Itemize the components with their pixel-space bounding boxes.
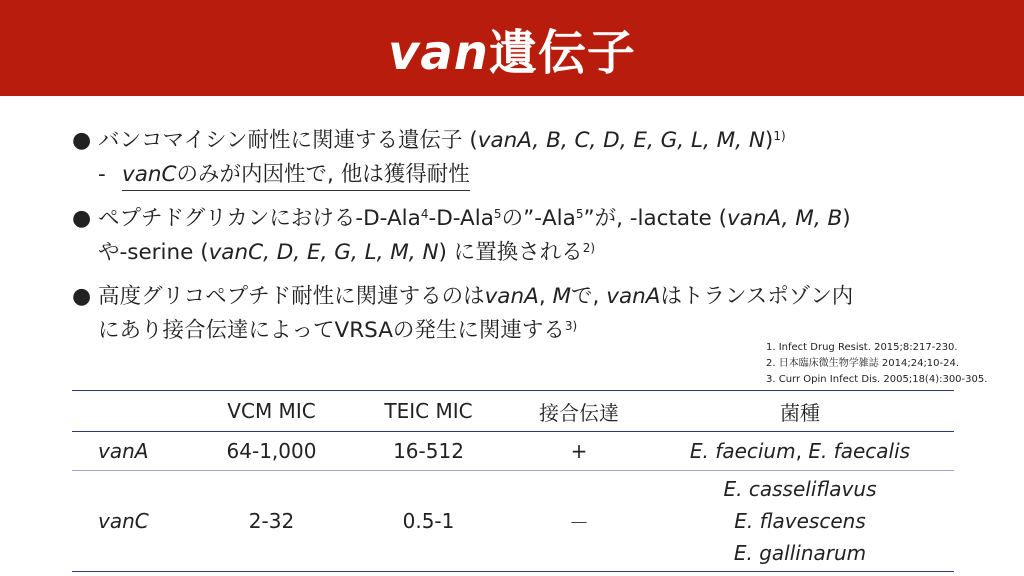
title-banner [0, 0, 1024, 96]
header-teic-mic: TEIC MIC [345, 391, 512, 432]
table-header-row [72, 391, 954, 432]
species-separator: , [795, 439, 809, 463]
species-name: E. flavescens [734, 509, 866, 533]
cell-teic-mic: 16-512 [345, 432, 512, 471]
b2-t6: や-serine ( [98, 240, 209, 265]
mic-table [72, 390, 954, 572]
bullet-1-text [98, 124, 972, 192]
b3-i2: M [552, 284, 572, 309]
b1-ref: 1) [773, 129, 786, 143]
bullet-3 [72, 280, 972, 348]
bullet-dot: ● [72, 128, 92, 153]
references [766, 340, 987, 388]
cell-teic-mic: 0.5-1 [345, 471, 512, 572]
b2-ref: 2) [582, 241, 596, 255]
species-name: E. faecium [689, 439, 796, 463]
cell-vcm-mic: 2-32 [198, 471, 345, 572]
b3-t1: 高度グリコペプチド耐性に関連するのは [98, 284, 485, 309]
species-name: E. gallinarum [733, 541, 867, 565]
cell-conjugation: － [512, 471, 646, 572]
b2-t2: -D-Ala [428, 206, 494, 231]
table-row [72, 432, 954, 471]
bullet-2-text [98, 202, 972, 270]
reference-item: 3. Curr Opin Infect Dis. 2005;18(4):300-305. [766, 374, 988, 385]
b2-t3: の”-Ala [501, 206, 576, 231]
sub-dash: - [98, 162, 106, 187]
b1-text-a: バンコマイシン耐性に関連する遺伝子 ( [98, 128, 478, 153]
sub-gene: vanC [122, 162, 177, 187]
b3-i1: vanA [484, 284, 539, 309]
bullet-3-text [98, 280, 972, 348]
b2-i2: vanC, D, E, G, L, M, N [208, 240, 439, 265]
bullet-dot: ● [72, 206, 92, 231]
species-name: E. casseliflavus [723, 477, 877, 501]
b2-t4: ”が, -lactate ( [583, 206, 727, 231]
cell-conjugation: + [512, 432, 646, 471]
b2-i1: vanA, M, B [727, 206, 843, 231]
b3-t2: , [538, 284, 553, 309]
sub-text: のみが内因性で, 他は獲得耐性 [176, 162, 470, 187]
b2-s1: 4 [420, 207, 429, 221]
title-italic: van [388, 24, 489, 81]
b2-s3: 5 [575, 207, 584, 221]
header-species: 菌種 [646, 391, 954, 432]
slide-title [388, 14, 636, 83]
sub-point [122, 160, 470, 191]
cell-vcm-mic: 64-1,000 [198, 432, 345, 471]
species-name: E. faecalis [808, 439, 911, 463]
b3-t5: にあり接合伝達によってVRSAの発生に関連する [98, 318, 565, 343]
b2-t1: ペプチドグリカンにおける-D-Ala [98, 206, 421, 231]
reference-item: 1. Infect Drug Resist. 2015;8:217-230. [766, 342, 958, 353]
table-row [72, 471, 954, 572]
b1-text-b: ) [764, 128, 774, 153]
b3-i3: vanA [606, 284, 661, 309]
cell-gene: vanA [72, 432, 198, 471]
b2-t5: ) [842, 206, 851, 231]
b3-ref: 3) [564, 319, 578, 333]
b2-s2: 5 [493, 207, 502, 221]
bullet-list [72, 124, 972, 358]
reference-item: 2. 日本臨床微生物学雑誌 2014;24;10-24. [766, 358, 960, 369]
b1-gene-list: vanA, B, C, D, E, G, L, M, N [477, 128, 765, 153]
cell-gene: vanC [72, 471, 198, 572]
b3-t3: で, [571, 284, 607, 309]
bullet-dot: ● [72, 284, 92, 309]
bullet-1 [72, 124, 972, 192]
b2-t7: ) に置換される [438, 240, 583, 265]
title-rest: 遺伝子 [488, 24, 636, 81]
header-vcm-mic: VCM MIC [198, 391, 345, 432]
header-conjugation: 接合伝達 [512, 391, 646, 432]
b3-t4: はトランスポゾン内 [660, 284, 854, 309]
cell-species [646, 432, 954, 471]
bullet-2 [72, 202, 972, 270]
cell-species [646, 471, 954, 572]
header-gene [72, 391, 198, 432]
